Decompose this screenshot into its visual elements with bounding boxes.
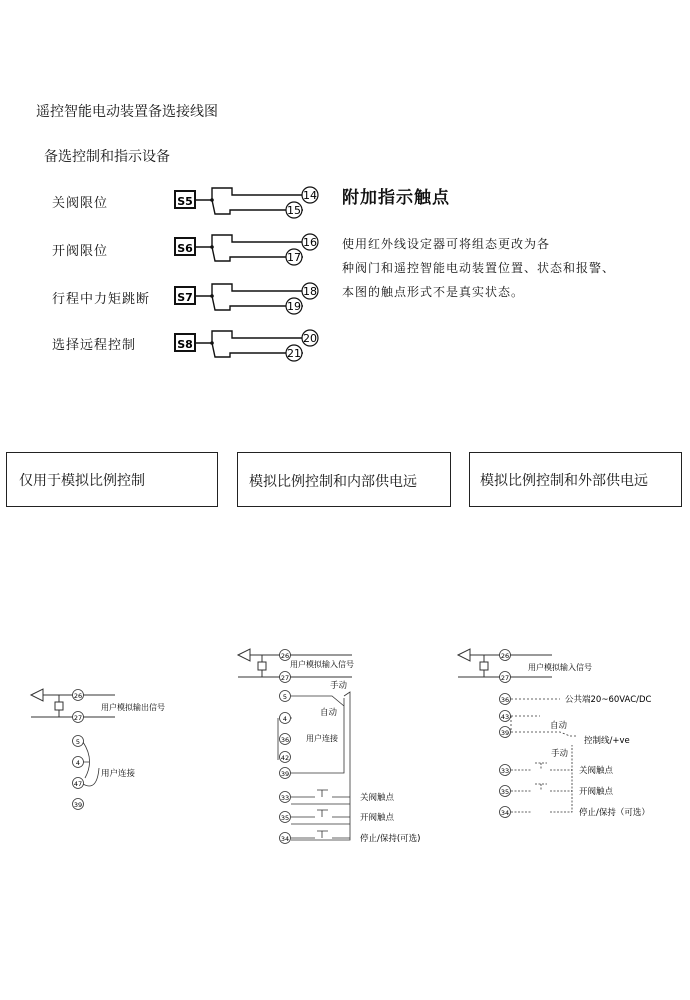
relay-s6: [175, 234, 318, 265]
terminal-21: 21: [287, 347, 301, 360]
terminal-17: 17: [287, 251, 301, 264]
wiring-diagram-analog-external: [452, 640, 677, 830]
relay-label-torque-trip: 行程中力矩跳断: [52, 292, 151, 307]
d2-terminal-42: 42: [280, 754, 290, 762]
relay-label-remote-select: 选择远程控制: [52, 338, 137, 353]
d2-terminal-35: 35: [280, 814, 290, 822]
d2-terminal-33: 33: [280, 794, 290, 802]
relay-s8: [175, 330, 318, 361]
switch-s8: S8: [177, 338, 193, 351]
relay-label-open-limit: 开阀限位: [52, 244, 109, 259]
d3-common-label: 公共端20~60VAC/DC: [565, 695, 652, 705]
relay-s7: [175, 283, 318, 314]
optional-contacts-title: 附加指示触点: [342, 188, 450, 208]
d2-terminal-39: 39: [280, 770, 290, 778]
terminal-19: 19: [287, 300, 301, 313]
relay-s5: [175, 187, 318, 218]
terminal-18: 18: [303, 285, 317, 298]
d3-manual-label: 手动: [551, 749, 569, 759]
d2-auto-label: 自动: [320, 708, 338, 718]
d2-terminal-26: 26: [280, 652, 290, 660]
terminal-20: 20: [303, 332, 317, 345]
mode-label-analog-only: 仅用于模拟比例控制: [19, 473, 145, 489]
terminal-14: 14: [303, 189, 317, 202]
page-title: 遥控智能电动装置备选接线图: [36, 104, 218, 120]
mode-label-analog-external: 模拟比例控制和外部供电远: [480, 473, 648, 489]
d3-stop-label: 停止/保持（可选）: [579, 808, 650, 818]
relay-contacts-diagram: [160, 180, 330, 365]
d3-open-label: 开阀触点: [579, 787, 614, 797]
d2-terminal-5: 5: [282, 693, 288, 701]
wiring-diagram-analog-only: [25, 680, 205, 815]
mode-label-analog-internal: 模拟比例控制和内部供电远: [249, 474, 417, 490]
switch-s7: S7: [177, 291, 193, 304]
d2-signal-label: 用户模拟输入信号: [290, 660, 354, 669]
section-title: 备选控制和指示设备: [44, 149, 170, 165]
d3-auto-label: 自动: [550, 721, 568, 731]
d3-terminal-36: 36: [500, 696, 510, 704]
d3-terminal-34: 34: [500, 809, 510, 817]
d3-terminal-26: 26: [500, 652, 510, 660]
d2-terminal-27: 27: [280, 674, 290, 682]
d1-signal-label: 用户模拟输出信号: [101, 703, 165, 712]
d1-terminal-26: 26: [73, 692, 83, 700]
d2-connect-label: 用户连接: [306, 734, 338, 743]
d1-terminal-47: 47: [73, 780, 83, 788]
d3-signal-label: 用户模拟输入信号: [528, 663, 592, 672]
optional-contacts-description: 使用红外线设定器可将组态更改为各 种阀门和遥控智能电动装置位置、状态和报警、 本图的触点形式不是真实状态。: [342, 237, 616, 299]
d2-terminal-4: 4: [282, 715, 288, 723]
switch-s5: S5: [177, 195, 193, 208]
d2-terminal-36: 36: [280, 736, 290, 744]
d2-stop-label: 停止/保持(可选): [360, 834, 421, 844]
d2-terminal-34: 34: [280, 835, 290, 843]
mode-box-analog-only: [6, 452, 218, 507]
mode-box-analog-internal: [237, 452, 451, 507]
d2-manual-label: 手动: [330, 681, 348, 691]
mode-box-analog-external: [469, 452, 682, 507]
wiring-diagram-analog-internal: [232, 640, 442, 855]
d2-open-label: 开阀触点: [360, 813, 395, 823]
d1-terminal-4: 4: [75, 759, 81, 767]
d1-terminal-27: 27: [73, 714, 83, 722]
d1-terminal-5: 5: [75, 738, 81, 746]
d1-terminal-39: 39: [73, 801, 83, 809]
d3-terminal-35: 35: [500, 788, 510, 796]
d2-close-label: 关阀触点: [360, 793, 395, 803]
d3-control-label: 控制线/+ve: [584, 736, 630, 746]
d3-terminal-33: 33: [500, 767, 510, 775]
d3-terminal-27: 27: [500, 674, 510, 682]
switch-s6: S6: [177, 242, 193, 255]
terminal-15: 15: [287, 204, 301, 217]
d3-close-label: 关阀触点: [579, 766, 614, 776]
d1-connect-label: 用户连接: [101, 769, 136, 779]
d3-terminal-43: 43: [500, 713, 510, 721]
d3-terminal-39: 39: [500, 729, 510, 737]
terminal-16: 16: [303, 236, 317, 249]
relay-label-close-limit: 关阀限位: [52, 196, 109, 211]
